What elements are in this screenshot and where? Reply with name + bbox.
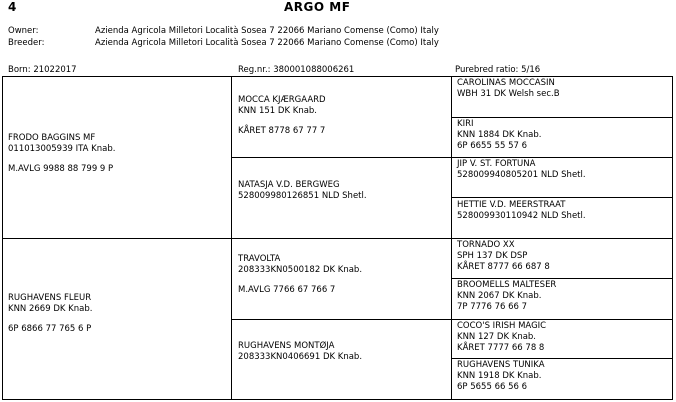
registration-number: Reg.nr.: 380001088006261 xyxy=(238,65,355,75)
dog-number: 4 xyxy=(8,0,17,14)
ggp-3-name: JIP V. ST. FORTUNA xyxy=(457,159,536,169)
ggp-7-note: KÅRET 7777 66 78 8 xyxy=(457,343,545,353)
ggp-1-reg: WBH 31 DK Welsh sec.B xyxy=(457,89,560,99)
row-divider-gp-2 xyxy=(231,319,673,320)
ggp-cell-3 xyxy=(457,159,586,181)
row-divider-ggp-3 xyxy=(451,197,673,198)
dam-name: RUGHAVENS FLEUR xyxy=(8,293,92,303)
dam-note: 6P 6866 77 765 6 P xyxy=(8,324,92,334)
ggp-cell-5 xyxy=(457,240,550,273)
sire-dam-cell xyxy=(238,180,367,202)
ggp-8-reg: KNN 1918 DK Knab. xyxy=(457,371,542,381)
ggp-6-name: BROOMELLS MALTESER xyxy=(457,280,557,290)
ggp-8-name: RUGHAVENS TUNIKA xyxy=(457,360,545,370)
sire-dam-name: NATASJA V.D. BERGWEG xyxy=(238,180,340,190)
ggp-7-name: COCO'S IRISH MAGIC xyxy=(457,321,547,331)
ggp-3-reg: 528009940805201 NLD Shetl. xyxy=(457,170,586,180)
sire-sire-name: MOCCA KJÆRGAARD xyxy=(238,95,326,105)
breeder-value: Azienda Agricola Milletori Località Sosea 7 22066 Mariano Comense (Como) Italy xyxy=(95,38,439,48)
dog-name-title: ARGO MF xyxy=(284,0,351,14)
sire-dam-reg: 528009980126851 NLD Shetl. xyxy=(238,191,367,201)
table-bottom-border xyxy=(2,399,673,400)
dam-cell xyxy=(8,293,92,335)
table-top-border xyxy=(2,76,673,77)
spacer xyxy=(238,117,326,126)
ggp-2-reg: KNN 1884 DK Knab. xyxy=(457,130,542,140)
ggp-cell-8 xyxy=(457,360,545,393)
ggp-cell-2 xyxy=(457,119,541,152)
breeder-label: Breeder: xyxy=(8,38,45,48)
row-divider-parents xyxy=(2,238,673,239)
ggp-7-reg: KNN 127 DK Knab. xyxy=(457,332,537,342)
sire-name: FRODO BAGGINS MF xyxy=(8,133,96,143)
dam-reg: KNN 2669 DK Knab. xyxy=(8,304,93,314)
sire-note: M.AVLG 9988 88 799 9 P xyxy=(8,164,114,174)
row-divider-ggp-7 xyxy=(451,358,673,359)
dam-sire-reg: 208333KN0500182 DK Knab. xyxy=(238,265,363,275)
ggp-2-note: 6P 6655 55 57 6 xyxy=(457,141,528,151)
dam-sire-note: M.AVLG 7766 67 766 7 xyxy=(238,285,336,295)
ggp-1-name: CAROLINAS MOCCASIN xyxy=(457,78,555,88)
sire-sire-cell xyxy=(238,95,326,137)
dam-dam-name: RUGHAVENS MONTØJA xyxy=(238,341,335,351)
owner-label: Owner: xyxy=(8,26,39,36)
ggp-cell-6 xyxy=(457,280,556,313)
dam-sire-cell xyxy=(238,254,362,296)
spacer xyxy=(238,276,362,285)
ggp-6-note: 7P 7776 76 66 7 xyxy=(457,302,528,312)
ggp-4-reg: 528009930110942 NLD Shetl. xyxy=(457,211,586,221)
dam-sire-name: TRAVOLTA xyxy=(238,254,281,264)
ggp-2-name: KIRI xyxy=(457,119,474,129)
ggp-8-note: 6P 5655 66 56 6 xyxy=(457,382,528,392)
spacer xyxy=(8,315,92,324)
owner-value: Azienda Agricola Milletori Località Sosea 7 22066 Mariano Comense (Como) Italy xyxy=(95,26,439,36)
ggp-cell-4 xyxy=(457,200,586,222)
row-divider-ggp-5 xyxy=(451,278,673,279)
ggp-5-name: TORNADO XX xyxy=(457,240,515,250)
ggp-4-name: HETTIE V.D. MEERSTRAAT xyxy=(457,200,566,210)
ggp-cell-1 xyxy=(457,78,560,100)
ggp-6-reg: KNN 2067 DK Knab. xyxy=(457,291,542,301)
dam-dam-cell xyxy=(238,341,362,363)
sire-cell xyxy=(8,133,115,175)
dam-dam-reg: 208333KN0406691 DK Knab. xyxy=(238,352,363,362)
row-divider-ggp-1 xyxy=(451,117,673,118)
born-date: Born: 21022017 xyxy=(8,65,77,75)
row-divider-gp-1 xyxy=(231,157,673,158)
purebred-ratio: Purebred ratio: 5/16 xyxy=(455,65,541,75)
sire-sire-note: KÅRET 8778 67 77 7 xyxy=(238,126,326,136)
ggp-5-reg: SPH 137 DK DSP xyxy=(457,251,528,261)
ggp-cell-7 xyxy=(457,321,546,354)
sire-sire-reg: KNN 151 DK Knab. xyxy=(238,106,318,116)
sire-reg: 011013005939 ITA Knab. xyxy=(8,144,116,154)
spacer xyxy=(8,155,115,164)
ggp-5-note: KÅRET 8777 66 687 8 xyxy=(457,262,550,272)
